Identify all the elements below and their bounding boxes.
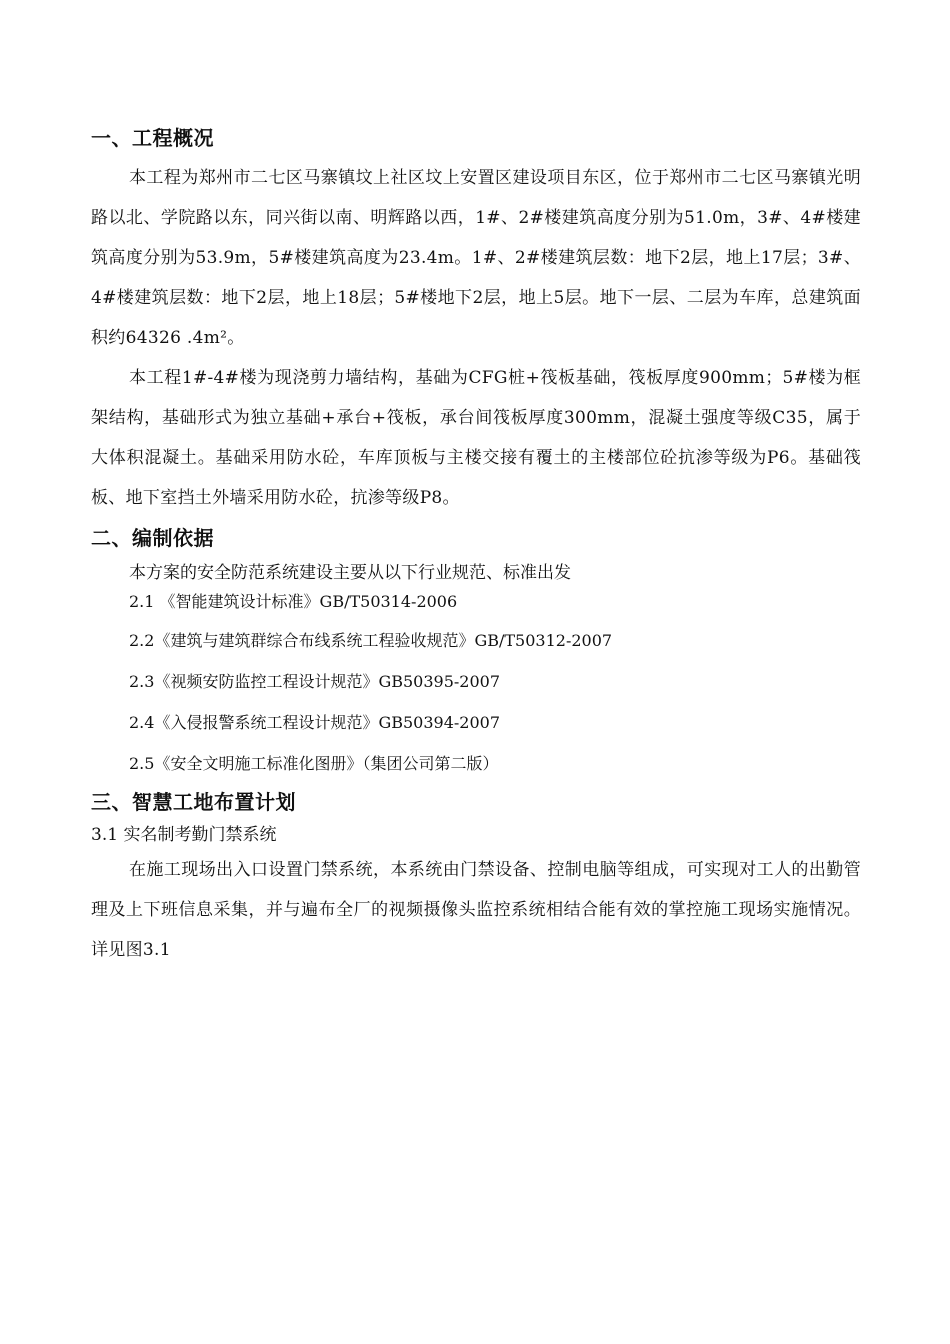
standard-item: 2.2《建筑与建筑群综合布线系统工程验收规范》GB/T50312-2007 — [129, 631, 613, 650]
standard-item: 2.5《安全文明施工标准化图册》（集团公司第二版） — [129, 754, 499, 773]
document-body — [91, 124, 861, 970]
standards-list — [91, 588, 861, 784]
basis-intro: 本方案的安全防范系统建设主要从以下行业规范、标准出发 — [129, 563, 571, 583]
section-title-basis: 二、编制依据 — [91, 526, 214, 550]
standard-item: 2.4《入侵报警系统工程设计规范》GB50394-2007 — [129, 713, 501, 732]
project-overview-paragraph-2: 本工程1#-4#楼为现浇剪力墙结构，基础为CFG桩+筏板基础，筏板厚度900mm；5#楼为框架结构，基础形式为独立基础+承台+筏板，承台间筏板厚度300mm，混凝土强度等级C35，属于大体积混凝土。基础采用防水砼，车库顶板与主楼交接有覆土的主楼部位砼抗渗等级为P6。基础筏板、地下室挡土外墙采用防水砼，抗渗等级P8。 — [91, 368, 861, 508]
section-title-project-overview: 一、工程概况 — [91, 126, 214, 150]
subsection-title-attendance-access: 3.1 实名制考勤门禁系统 — [91, 825, 277, 845]
standard-item: 2.1 《智能建筑设计标准》GB/T50314-2006 — [129, 592, 458, 611]
section-title-smart-site-plan: 三、智慧工地布置计划 — [91, 790, 296, 814]
attendance-access-paragraph: 在施工现场出入口设置门禁系统，本系统由门禁设备、控制电脑等组成，可实现对工人的出勤管理及上下班信息采集，并与遍布全厂的视频摄像头监控系统相结合能有效的掌控施工现场实施情况。详见图3.1 — [91, 860, 861, 960]
standard-item: 2.3《视频安防监控工程设计规范》GB50395-2007 — [129, 672, 501, 691]
project-overview-paragraph-1: 本工程为郑州市二七区马寨镇坟上社区坟上安置区建设项目东区，位于郑州市二七区马寨镇光明路以北、学院路以东，同兴街以南、明辉路以西，1#、2#楼建筑高度分别为51.0m，3#、4#楼建筑高度分别为53.9m，5#楼建筑高度为23.4m。1#、2#楼建筑层数：地下2层，地上17层；3#、4#楼建筑层数：地下2层，地上18层；5#楼地下2层，地上5层。地下一层、二层为车库，总建筑面积约64326 .4m²。 — [91, 168, 861, 348]
